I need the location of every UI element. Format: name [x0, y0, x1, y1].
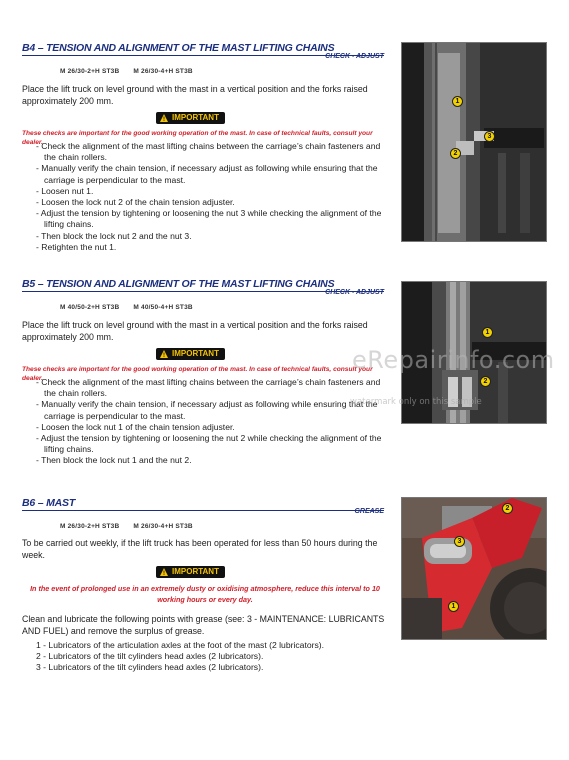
model-code: M 26/30-2+H ST3B	[60, 523, 120, 530]
intro-paragraph: Place the lift truck on level ground with the mast in a vertical position and the forks raised approximately 200 mm.	[22, 320, 368, 342]
important-label: IMPORTANT	[172, 349, 219, 358]
important-label: IMPORTANT	[172, 567, 219, 576]
list-item: - Adjust the tension by tightening or loosening the nut 3 while checking the alignment of the lifting chains.	[36, 208, 382, 230]
section-title: B4 – TENSION AND ALIGNMENT OF THE MAST LIFTING CHAINS	[22, 42, 384, 56]
photo-illustration	[402, 43, 547, 242]
lubrication-point-list	[36, 640, 392, 674]
list-item: 1 - Lubricators of the articulation axles at the foot of the mast (2 lubricators).	[36, 640, 325, 650]
list-item: - Manually verify the chain tension, if necessary adjust as following while ensuring that the carriage is perpendicular to the mast.	[36, 399, 378, 421]
model-code: M 26/30-4+H ST3B	[133, 68, 193, 75]
callout-marker: 2	[450, 148, 461, 159]
list-item: - Loosen the lock nut 2 of the chain tension adjuster.	[36, 197, 235, 208]
list-item: - Loosen nut 1.	[36, 185, 94, 196]
watermark-text: eRepairinfo.com	[352, 346, 555, 374]
important-label: IMPORTANT	[172, 113, 219, 122]
list-item: - Retighten the nut 1.	[36, 241, 117, 252]
model-code: M 26/30-2+H ST3B	[60, 68, 120, 75]
warning-triangle-icon: !	[160, 350, 168, 358]
intro-paragraph: Place the lift truck on level ground with the mast in a vertical position and the forks raised approximately 200 mm.	[22, 84, 368, 106]
list-item: - Adjust the tension by tightening or loosening the nut 2 while checking the alignment of the lifting chains.	[36, 433, 382, 455]
watermark-subtext: watermark only on this sample	[350, 397, 482, 407]
callout-marker: 3	[484, 131, 495, 142]
model-code: M 40/50-2+H ST3B	[60, 304, 120, 311]
callout-marker: 2	[480, 376, 491, 387]
callout-marker: 1	[482, 327, 493, 338]
list-item: - Manually verify the chain tension, if necessary adjust as following while ensuring that the carriage is perpendicular to the mast.	[36, 163, 378, 185]
callout-marker: 3	[454, 536, 465, 547]
section-title: B6 – MAST	[22, 497, 384, 511]
important-badge	[156, 566, 225, 578]
model-code: M 26/30-4+H ST3B	[133, 523, 193, 530]
warning-note: In the event of prolonged use in an extremely dusty or oxidising atmosphere, reduce this interval to 10 working hours or every day.	[30, 584, 380, 604]
photo-b6-mast-lubricators	[401, 497, 547, 640]
callout-marker: 1	[452, 96, 463, 107]
list-item: - Check the alignment of the mast lifting chains between the carriage’s chain fasteners and the chain rollers.	[36, 377, 381, 399]
list-item: - Check the alignment of the mast lifting chains between the carriage’s chain fasteners and the chain rollers.	[36, 141, 381, 163]
warning-note: These checks are important for the good working operation of the mast. In case of technical faults, consult your dealer.	[22, 130, 373, 146]
warning-note: These checks are important for the good working operation of the mast. In case of technical faults, consult your dealer.	[22, 366, 373, 382]
section-title: B5 – TENSION AND ALIGNMENT OF THE MAST LIFTING CHAINS	[22, 278, 384, 292]
callout-marker: 1	[448, 601, 459, 612]
list-item: - Loosen the lock nut 1 of the chain tension adjuster.	[36, 421, 235, 432]
important-badge	[156, 348, 225, 360]
intro-paragraph: To be carried out weekly, if the lift truck has been operated for less than 50 hours during the week.	[22, 538, 378, 560]
warning-triangle-icon: !	[160, 568, 168, 576]
warning-triangle-icon: !	[160, 114, 168, 122]
section-tag: CHECK - ADJUST	[325, 53, 384, 60]
list-item: - Then block the lock nut 1 and the nut 2.	[36, 455, 192, 466]
photo-illustration	[402, 498, 547, 640]
section-tag: GREASE	[354, 508, 384, 515]
model-code: M 40/50-4+H ST3B	[133, 304, 193, 311]
step-list	[36, 377, 392, 467]
photo-b4-mast-chains	[401, 42, 547, 242]
list-item: 3 - Lubricators of the tilt cylinders head axles (2 lubricators).	[36, 662, 264, 673]
model-list	[60, 523, 205, 530]
lubrication-paragraph: Clean and lubricate the following points with grease (see: 3 - MAINTENANCE: LUBRICANTS AND FUEL) and remove the surplus of grease.	[22, 614, 385, 636]
model-list	[60, 68, 205, 75]
list-item: 2 - Lubricators of the tilt cylinders head axles (2 lubricators).	[36, 651, 264, 662]
list-item: - Then block the lock nut 2 and the nut 3.	[36, 230, 192, 241]
section-tag: CHECK - ADJUST	[325, 289, 384, 296]
callout-marker: 2	[502, 503, 513, 514]
step-list	[36, 141, 392, 253]
model-list	[60, 304, 205, 311]
important-badge	[156, 112, 225, 124]
